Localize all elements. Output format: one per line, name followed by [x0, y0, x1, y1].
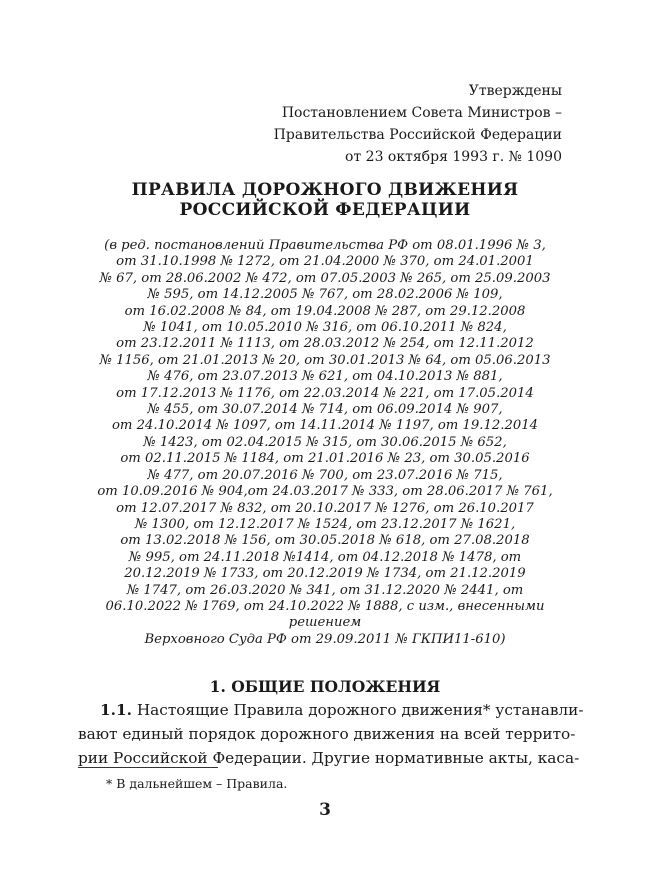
amendment-line: от 17.12.2013 № 1176, от 22.03.2014 № 221, от 17.05.2014	[116, 385, 534, 401]
amendment-line: от 13.02.2018 № 156, от 30.05.2018 № 618, от 27.08.2018	[120, 533, 530, 549]
section-heading: 1. ОБЩИЕ ПОЛОЖЕНИЯ	[209, 677, 441, 696]
approval-line: Утверждены	[468, 83, 562, 99]
amendments-list	[70, 238, 580, 648]
amendment-line: № 476, от 23.07.2013 № 621, от 04.10.2013 № 881,	[147, 369, 503, 385]
amendment-line: от 16.02.2008 № 84, от 19.04.2008 № 287, от 29.12.2008	[124, 303, 526, 319]
footnote-divider	[78, 767, 218, 768]
amendment-line: от 31.10.1998 № 1272, от 21.04.2000 № 370, от 24.01.2001	[116, 254, 534, 270]
amendment-line: № 477, от 20.07.2016 № 700, от 23.07.2016 № 715,	[147, 467, 503, 483]
amendment-line: № 67, от 28.06.2002 № 472, от 07.05.2003 № 265, от 25.09.2003	[99, 270, 551, 286]
paragraph-1-1	[78, 698, 584, 770]
amendment-line: решением	[288, 615, 362, 631]
footnote: * В дальнейшем – Правила.	[106, 776, 288, 791]
amendment-line: от 23.12.2011 № 1113, от 28.03.2012 № 254, от 12.11.2012	[116, 336, 534, 352]
amendment-line: (в ред. постановлений Правительства РФ от 08.01.1996 № 3,	[104, 238, 546, 253]
approval-line: от 23 октября 1993 г. № 1090	[345, 149, 562, 165]
amendment-line: № 1747, от 26.03.2020 № 341, от 31.12.2020 № 2441, от	[126, 582, 524, 598]
title-line: ПРАВИЛА ДОРОЖНОГО ДВИЖЕНИЯ	[131, 180, 519, 200]
approval-line: Постановлением Совета Министров –	[281, 105, 562, 121]
approval-block	[274, 80, 562, 168]
page-number: 3	[319, 800, 331, 820]
amendment-line: от 10.09.2016 № 904,от 24.03.2017 № 333, от 28.06.2017 № 761,	[97, 484, 553, 500]
amendment-line: № 995, от 24.11.2018 №1414, от 04.12.2018 № 1478, от	[128, 549, 522, 565]
paragraph-text: Настоящие Правила дорожного движения* устанавли-	[131, 701, 584, 719]
amendment-line: № 1300, от 12.12.2017 № 1524, от 23.12.2017 № 1621,	[134, 516, 516, 532]
amendment-line: от 02.11.2015 № 1184, от 21.01.2016 № 23, от 30.05.2016	[120, 451, 530, 467]
amendment-line: от 12.07.2017 № 832, от 20.10.2017 № 1276, от 26.10.2017	[116, 500, 534, 516]
amendment-line: 06.10.2022 № 1769, от 24.10.2022 № 1888, с изм., внесенными	[105, 598, 545, 614]
document-title	[70, 180, 580, 220]
title-line: РОССИЙСКОЙ ФЕДЕРАЦИИ	[179, 200, 471, 220]
amendment-line: № 1041, от 10.05.2010 № 316, от 06.10.2011 № 824,	[143, 320, 507, 336]
amendment-line: от 24.10.2014 № 1097, от 14.11.2014 № 1197, от 19.12.2014	[111, 418, 539, 434]
paragraph-number: 1.1.	[100, 701, 132, 719]
approval-line: Правительства Российской Федерации	[273, 127, 562, 143]
amendment-line: № 1423, от 02.04.2015 № 315, от 30.06.2015 № 652,	[143, 434, 507, 450]
paragraph-line: рии Российской Федерации. Другие нормативные акты, каса-	[78, 749, 580, 767]
paragraph-line	[78, 698, 584, 722]
amendment-line: № 595, от 14.12.2005 № 767, от 28.02.2006 № 109,	[147, 287, 503, 303]
amendment-line: Верховного Суда РФ от 29.09.2011 № ГКПИ11-610)	[144, 631, 506, 647]
paragraph-line: вают единый порядок дорожного движения на всей террито-	[78, 725, 576, 743]
amendment-line: 20.12.2019 № 1733, от 20.12.2019 № 1734, от 21.12.2019	[124, 566, 526, 582]
amendment-line: № 455, от 30.07.2014 № 714, от 06.09.2014 № 907,	[147, 402, 503, 418]
amendment-line: № 1156, от 21.01.2013 № 20, от 30.01.2013 № 64, от 05.06.2013	[99, 352, 551, 368]
